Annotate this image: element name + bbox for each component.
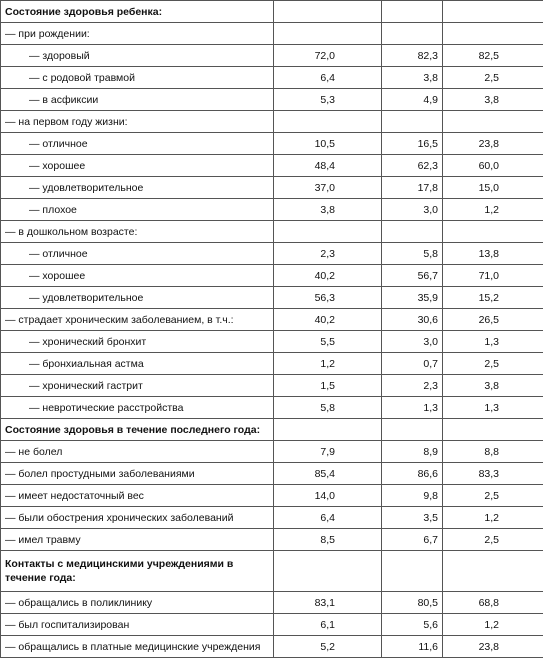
value-cell-col-2: 86,6: [382, 463, 443, 485]
value-cell-col-1: [274, 23, 382, 45]
table-row: [1, 243, 543, 265]
row-label: — на первом году жизни:: [1, 111, 274, 133]
value-cell-col-1: 5,3: [274, 89, 382, 111]
value-cell-col-2: [382, 419, 443, 441]
value-cell-col-1: 48,4: [274, 155, 382, 177]
value-cell-col-2: 11,6: [382, 636, 443, 658]
value-cell-col-2: [382, 1, 443, 23]
table-row: [1, 177, 543, 199]
value-cell-col-3: 82,5: [443, 45, 543, 67]
value-cell-col-3: 13,8: [443, 243, 543, 265]
value-cell-col-1: 10,5: [274, 133, 382, 155]
value-cell-col-1: 72,0: [274, 45, 382, 67]
table-row: [1, 265, 543, 287]
row-label: Состояние здоровья ребенка:: [1, 1, 274, 23]
row-label: — бронхиальная астма: [1, 353, 274, 375]
value-cell-col-1: 83,1: [274, 592, 382, 614]
value-cell-col-3: 15,2: [443, 287, 543, 309]
value-cell-col-3: 1,2: [443, 614, 543, 636]
value-cell-col-3: 26,5: [443, 309, 543, 331]
row-label: — в асфиксии: [1, 89, 274, 111]
value-cell-col-1: 1,5: [274, 375, 382, 397]
table-row: [1, 331, 543, 353]
table-row: [1, 309, 543, 331]
row-label: — хронический гастрит: [1, 375, 274, 397]
value-cell-col-2: 3,0: [382, 199, 443, 221]
value-cell-col-3: 2,5: [443, 353, 543, 375]
row-label: — отличное: [1, 133, 274, 155]
value-cell-col-3: [443, 551, 543, 592]
table-row: [1, 221, 543, 243]
row-label: — имел травму: [1, 529, 274, 551]
value-cell-col-2: 3,5: [382, 507, 443, 529]
value-cell-col-2: 3,8: [382, 67, 443, 89]
row-label: Контакты с медицинскими учреждениями в течение года:: [1, 551, 274, 592]
row-label: — обращались в платные медицинские учреждения: [1, 636, 274, 658]
row-label: — в дошкольном возрасте:: [1, 221, 274, 243]
value-cell-col-3: 23,8: [443, 133, 543, 155]
section-header-row: [1, 419, 543, 441]
value-cell-col-3: [443, 1, 543, 23]
value-cell-col-3: 60,0: [443, 155, 543, 177]
row-label: — имеет недостаточный вес: [1, 485, 274, 507]
value-cell-col-2: 62,3: [382, 155, 443, 177]
value-cell-col-1: 85,4: [274, 463, 382, 485]
value-cell-col-1: [274, 419, 382, 441]
value-cell-col-1: 5,2: [274, 636, 382, 658]
table-body: [1, 1, 543, 658]
table-row: [1, 89, 543, 111]
value-cell-col-1: 56,3: [274, 287, 382, 309]
value-cell-col-2: 30,6: [382, 309, 443, 331]
section-header-row: [1, 551, 543, 592]
value-cell-col-3: [443, 23, 543, 45]
value-cell-col-3: 2,5: [443, 67, 543, 89]
table-row: [1, 507, 543, 529]
table-row: [1, 353, 543, 375]
table-row: [1, 441, 543, 463]
value-cell-col-3: [443, 111, 543, 133]
value-cell-col-1: 5,5: [274, 331, 382, 353]
value-cell-col-1: 7,9: [274, 441, 382, 463]
value-cell-col-3: 3,8: [443, 89, 543, 111]
value-cell-col-1: [274, 221, 382, 243]
table-row: [1, 111, 543, 133]
table-row: [1, 529, 543, 551]
table-row: [1, 133, 543, 155]
table-row: [1, 287, 543, 309]
value-cell-col-1: [274, 551, 382, 592]
value-cell-col-1: [274, 111, 382, 133]
row-label: — хорошее: [1, 155, 274, 177]
value-cell-col-3: 2,5: [443, 529, 543, 551]
row-label: — хронический бронхит: [1, 331, 274, 353]
value-cell-col-2: 17,8: [382, 177, 443, 199]
row-label: — отличное: [1, 243, 274, 265]
value-cell-col-2: 35,9: [382, 287, 443, 309]
value-cell-col-1: 40,2: [274, 309, 382, 331]
value-cell-col-1: 6,4: [274, 67, 382, 89]
value-cell-col-2: 0,7: [382, 353, 443, 375]
value-cell-col-2: 2,3: [382, 375, 443, 397]
row-label: — удовлетворительное: [1, 177, 274, 199]
value-cell-col-3: 83,3: [443, 463, 543, 485]
value-cell-col-1: 8,5: [274, 529, 382, 551]
value-cell-col-3: 1,3: [443, 331, 543, 353]
table-row: [1, 485, 543, 507]
table-row: [1, 45, 543, 67]
value-cell-col-3: 8,8: [443, 441, 543, 463]
table-row: [1, 463, 543, 485]
value-cell-col-2: 80,5: [382, 592, 443, 614]
value-cell-col-1: 6,1: [274, 614, 382, 636]
value-cell-col-3: 71,0: [443, 265, 543, 287]
value-cell-col-2: 82,3: [382, 45, 443, 67]
value-cell-col-2: 1,3: [382, 397, 443, 419]
value-cell-col-1: 6,4: [274, 507, 382, 529]
value-cell-col-3: 1,2: [443, 507, 543, 529]
value-cell-col-2: 4,9: [382, 89, 443, 111]
value-cell-col-2: 3,0: [382, 331, 443, 353]
value-cell-col-2: 56,7: [382, 265, 443, 287]
value-cell-col-2: 9,8: [382, 485, 443, 507]
row-label: — обращались в поликлинику: [1, 592, 274, 614]
value-cell-col-3: 3,8: [443, 375, 543, 397]
table-row: [1, 592, 543, 614]
section-header-row: [1, 1, 543, 23]
value-cell-col-2: 5,6: [382, 614, 443, 636]
row-label: Состояние здоровья в течение последнего года:: [1, 419, 274, 441]
row-label: — не болел: [1, 441, 274, 463]
value-cell-col-2: [382, 221, 443, 243]
value-cell-col-3: [443, 419, 543, 441]
value-cell-col-2: [382, 23, 443, 45]
value-cell-col-1: 1,2: [274, 353, 382, 375]
table-row: [1, 636, 543, 658]
value-cell-col-3: 68,8: [443, 592, 543, 614]
table-row: [1, 397, 543, 419]
value-cell-col-1: 37,0: [274, 177, 382, 199]
value-cell-col-2: 5,8: [382, 243, 443, 265]
row-label: — болел простудными заболеваниями: [1, 463, 274, 485]
value-cell-col-2: 8,9: [382, 441, 443, 463]
table-row: [1, 199, 543, 221]
table-row: [1, 375, 543, 397]
value-cell-col-1: [274, 1, 382, 23]
value-cell-col-3: 15,0: [443, 177, 543, 199]
value-cell-col-3: 23,8: [443, 636, 543, 658]
row-label: — с родовой травмой: [1, 67, 274, 89]
row-label: — при рождении:: [1, 23, 274, 45]
row-label: — хорошее: [1, 265, 274, 287]
value-cell-col-2: 6,7: [382, 529, 443, 551]
value-cell-col-1: 40,2: [274, 265, 382, 287]
table-row: [1, 67, 543, 89]
value-cell-col-2: [382, 111, 443, 133]
table-row: [1, 155, 543, 177]
row-label: — был госпитализирован: [1, 614, 274, 636]
row-label: — невротические расстройства: [1, 397, 274, 419]
row-label: — плохое: [1, 199, 274, 221]
row-label: — страдает хроническим заболеванием, в т.ч.:: [1, 309, 274, 331]
row-label: — удовлетворительное: [1, 287, 274, 309]
value-cell-col-1: 5,8: [274, 397, 382, 419]
value-cell-col-2: 16,5: [382, 133, 443, 155]
table-row: [1, 23, 543, 45]
value-cell-col-3: 2,5: [443, 485, 543, 507]
value-cell-col-1: 3,8: [274, 199, 382, 221]
value-cell-col-3: 1,3: [443, 397, 543, 419]
value-cell-col-1: 14,0: [274, 485, 382, 507]
table-row: [1, 614, 543, 636]
row-label: — были обострения хронических заболеваний: [1, 507, 274, 529]
row-label: — здоровый: [1, 45, 274, 67]
value-cell-col-3: [443, 221, 543, 243]
value-cell-col-3: 1,2: [443, 199, 543, 221]
value-cell-col-2: [382, 551, 443, 592]
value-cell-col-1: 2,3: [274, 243, 382, 265]
